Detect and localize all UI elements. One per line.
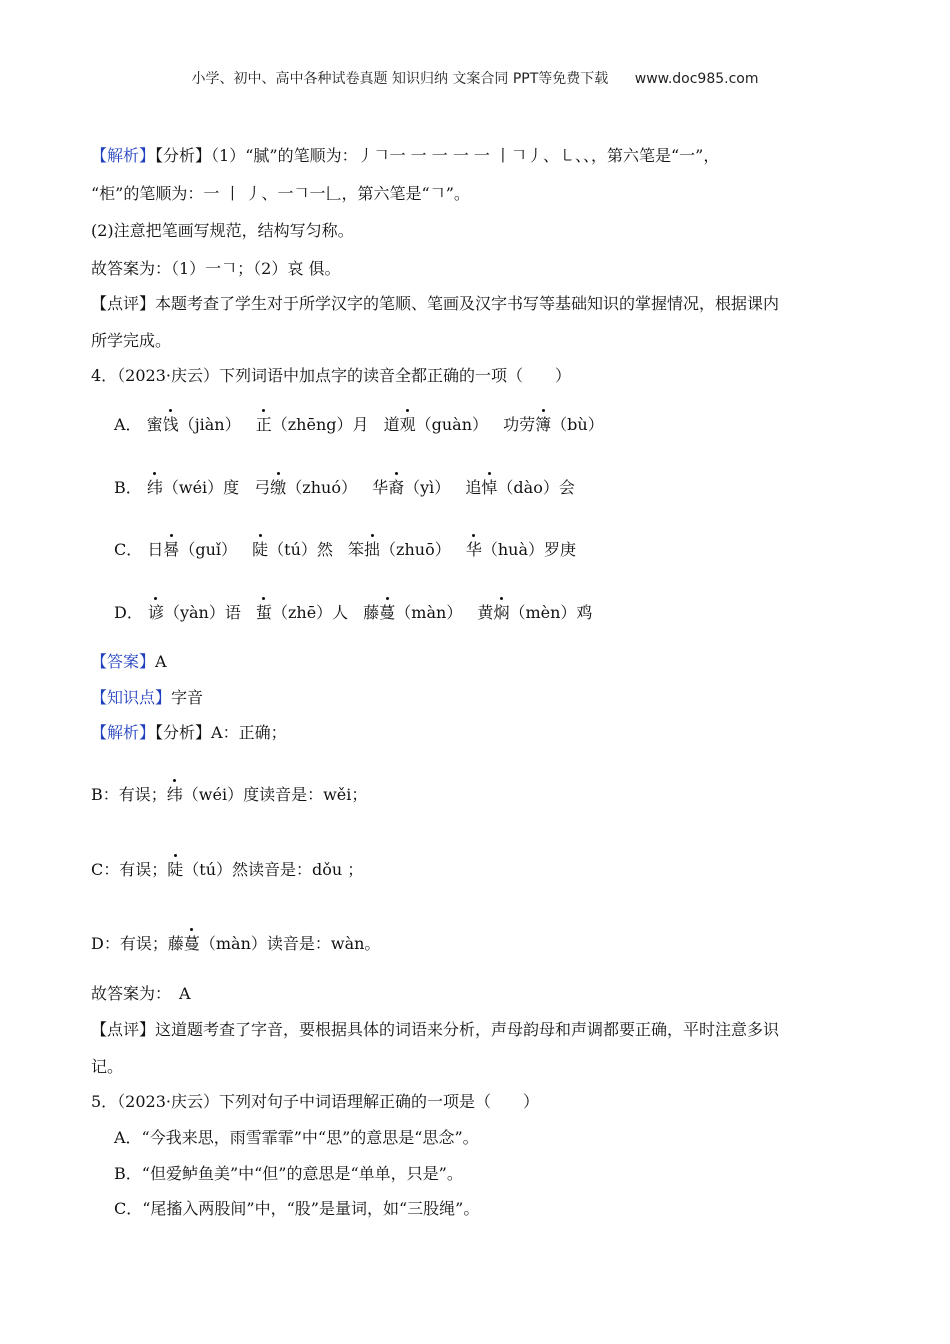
answer-tag: 【答案】 xyxy=(91,652,156,671)
stroke-order-text-1: （1）“腻”的笔顺为：丿𠃍一 一 一 一 一 丨𠃍丿、㇄、、，第六笔是“一”， xyxy=(211,146,720,165)
dianping-text: 本题考查了学生对于所学汉字的笔顺、笔画及汉字书写等基础知识的掌握情况，根据课内 xyxy=(155,294,780,313)
dotted-char: 谚 xyxy=(147,603,164,622)
q3-answer-line: 故答案为：（1）一𠃍；（2）哀 俱。 xyxy=(91,259,341,278)
dotted-char: 华 xyxy=(465,540,482,559)
q4-option-b: B． 纬（wéi）度 弓缴（zhuó） 华裔（yì） 追悼（dào）会 xyxy=(114,478,575,497)
q4-analysis-b: B：有误；纬（wéi）度读音是：wěi； xyxy=(91,785,368,804)
dotted-char: 观 xyxy=(399,415,416,434)
dotted-char: 缴 xyxy=(270,478,287,497)
q4-analysis-d: D：有误；藤蔓（màn）读音是：wàn。 xyxy=(91,934,381,953)
dotted-char: 晷 xyxy=(163,540,180,559)
q5-option-b: B．“但爱鲈鱼美”中“但”的意思是“单单，只是”。 xyxy=(114,1164,463,1183)
answer-value: A xyxy=(155,652,167,671)
q4-option-a: A． 蜜饯（jiàn） 正（zhēng）月 道观（guàn） 功劳簿（bù） xyxy=(114,415,604,434)
q4-option-d: D． 谚（yàn）语 蜇（zhē）人 藤蔓（màn） 黄焖（mèn）鸡 xyxy=(114,603,593,622)
q4-comment-line-1: 【点评】这道题考查了字音，要根据具体的词语来分析，声母韵母和声调都要正确，平时注意多识 xyxy=(91,1020,780,1039)
q3-analysis-line-2: “柜”的笔顺为：一 丨 丿、一𠃍一𠃊，第六笔是“𠃍”。 xyxy=(91,184,470,203)
q5-option-c: C．“尾搐入两股间”中，“股”是量词，如“三股绳”。 xyxy=(114,1199,480,1218)
dotted-char: 拙 xyxy=(364,540,381,559)
dianping-tag: 【点评】 xyxy=(91,1020,156,1039)
fenxi-tag: 【分析】 xyxy=(155,723,212,742)
q3-comment-line-2: 所学完成。 xyxy=(91,331,172,350)
jiexi-tag: 【解析】 xyxy=(91,146,156,165)
dotted-char: 簿 xyxy=(535,415,552,434)
dotted-char: 纬 xyxy=(146,478,163,497)
page-header xyxy=(0,68,950,88)
dianping-tag: 【点评】 xyxy=(91,294,156,313)
dotted-char: 纬 xyxy=(166,785,183,804)
q4-stem: 4．（2023·庆云）下列词语中加点字的读音全都正确的一项（ ） xyxy=(91,366,571,385)
q3-analysis-line-3: (2)注意把笔画写规范，结构写匀称。 xyxy=(91,221,354,240)
q4-analysis-line: 【解析】【分析】A：正确； xyxy=(91,723,287,742)
q4-knowledge-line xyxy=(91,688,203,708)
q3-analysis-line-1 xyxy=(91,146,719,166)
q4-final-answer: 故答案为： A xyxy=(91,984,191,1003)
q4-analysis-c: C：有误；陡（tú）然读音是：dǒu ； xyxy=(91,860,364,879)
dotted-char: 悼 xyxy=(481,478,498,497)
knowledge-value: 字音 xyxy=(171,688,204,707)
jiexi-tag: 【解析】 xyxy=(91,723,156,742)
q5-stem: 5．（2023·庆云）下列对句子中词语理解正确的一项是（ ） xyxy=(91,1092,539,1111)
dotted-char: 焖 xyxy=(493,603,510,622)
fenxi-tag: 【分析】 xyxy=(155,146,212,165)
dotted-char: 陡 xyxy=(167,860,184,879)
q3-comment-line-1 xyxy=(91,294,779,314)
dotted-char: 正 xyxy=(255,415,272,434)
dotted-char: 饯 xyxy=(162,415,179,434)
dotted-char: 蔓 xyxy=(183,934,200,953)
header-text: 小学、初中、高中各种试卷真题 知识归纳 文案合同 PPT等免费下载 xyxy=(191,71,609,87)
header-site-link[interactable]: www.doc985.com xyxy=(634,71,759,87)
q5-option-a: A．“今我来思，雨雪霏霏”中“思”的意思是“思念”。 xyxy=(114,1128,479,1147)
dotted-char: 蜇 xyxy=(255,603,272,622)
dotted-char: 陡 xyxy=(252,540,269,559)
q4-option-c: C． 日晷（guǐ） 陡（tú）然 笨拙（zhuō） 华（huà）罗庚 xyxy=(114,540,576,559)
knowledge-tag: 【知识点】 xyxy=(91,688,172,707)
q4-answer-line xyxy=(91,652,167,672)
dotted-char: 裔 xyxy=(388,478,405,497)
q4-comment-line-2: 记。 xyxy=(91,1057,124,1076)
dotted-char: 蔓 xyxy=(379,603,396,622)
